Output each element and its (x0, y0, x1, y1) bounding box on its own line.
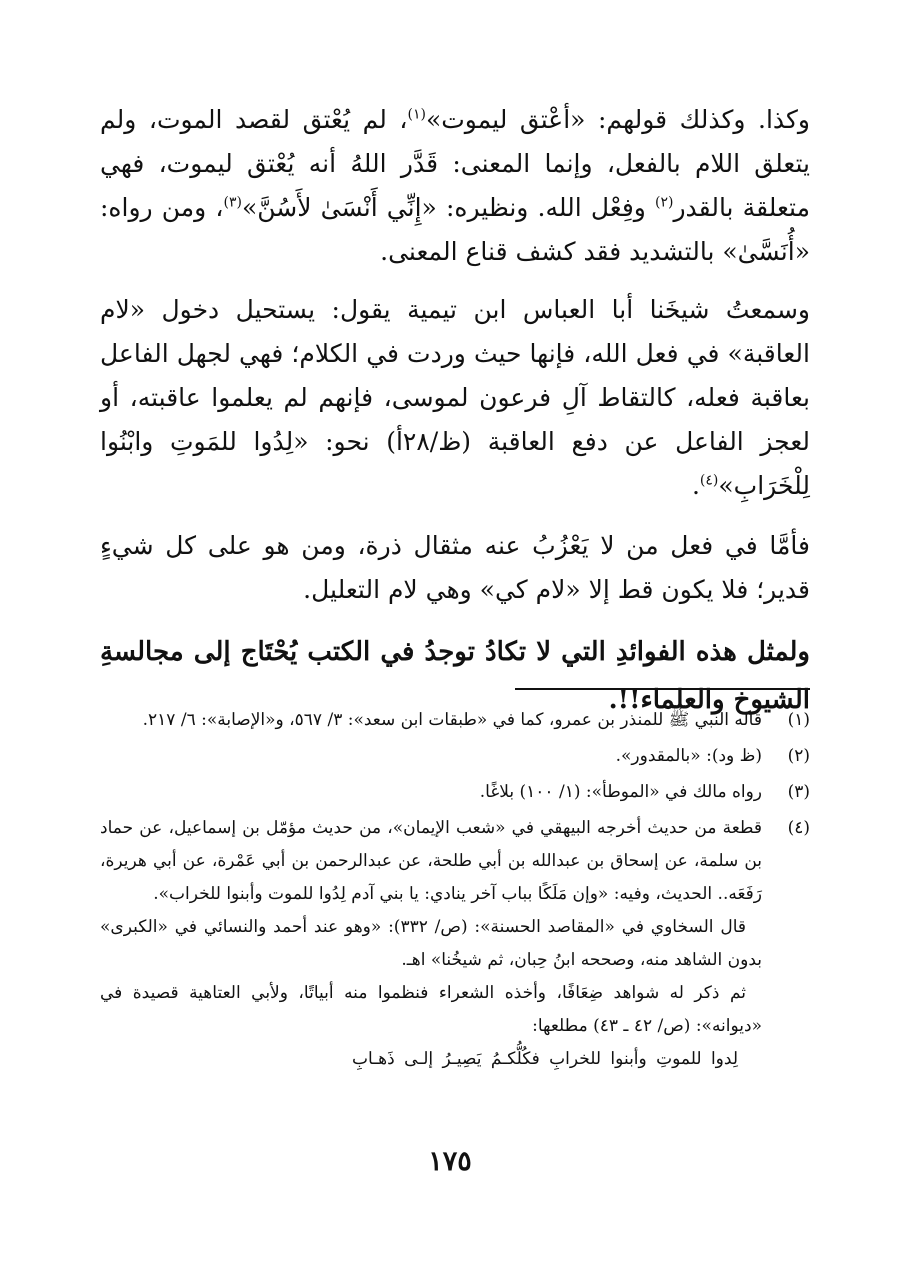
footnote-number: (٤) (787, 818, 810, 838)
footnote-text: قال السخاوي في «المقاصد الحسنة»: (ص/ ٣٣٢): «وهو عند أحمد والنسائي في «الكبرى» بدون الشاهد منه، وصححه ابنُ حِبان، ثم شيخُنا» اهـ. (100, 917, 762, 970)
paragraph-2 (100, 288, 810, 508)
footnote-text: (ظ ود): «بالمقدور». (615, 746, 762, 766)
footnote-1 (100, 704, 810, 737)
footnote-number: (٢) (787, 746, 810, 766)
footnotes (100, 704, 810, 1079)
paragraph-1 (100, 98, 810, 274)
footnote-body (100, 704, 762, 737)
footnote-ref-4[interactable]: (٤) (699, 472, 719, 489)
paragraph-3: فأمَّا في فعل من لا يَعْزُبُ عنه مثقال ذرة، ومن هو على كل شيءٍ قدير؛ فلا يكون قط إلا «لام كي» وهي لام التعليل. (100, 531, 810, 604)
footnote-ref-2[interactable]: (٢) (655, 194, 674, 211)
footnote-body (100, 740, 762, 773)
footnote-4 (100, 812, 810, 1076)
footnote-ref-1[interactable]: (١) (407, 106, 426, 123)
footnote-text: قاله النبي ﷺ للمنذر بن عمرو، كما في «طبقات ابن سعد»: ٣/ ٥٦٧، و«الإصابة»: ٦/ ٢١٧. (142, 710, 762, 730)
footnote-number: (٣) (787, 782, 810, 802)
footnote-text: قطعة من حديث أخرجه البيهقي في «شعب الإيمان»، من حديث مؤمّل بن إسماعيل، عن حماد بن سلمة، عن إسحاق بن عبدالله بن أبي طلحة، عن عبدالرحمن بن أبي عَمْرة، عن أبي هريرة، رَفَعَه.. الحديث، وفيه: «وإن مَلَكًا بباب آخر ينادي: يا بني آدم لِدُوا للموت وأبنوا للخراب». (100, 818, 762, 904)
paragraph-1-part-c: وفِعْل الله. ونظيره: «إِنِّي أَنْسَىٰ لأَسُنَّ» (241, 193, 656, 222)
footnote-divider (515, 688, 810, 690)
footnote-body (100, 812, 762, 1076)
main-text (100, 98, 810, 740)
footnote-text: رواه مالك في «الموطأ»: (١/ ١٠٠) بلاغًا. (479, 782, 762, 802)
paragraph-1-part-d: ، ومن رواه: «أُنَسَّىٰ» بالتشديد فقد كشف قناع المعنى. (100, 193, 810, 266)
page-number: ١٧٥ (428, 1146, 472, 1177)
footnote-number: (١) (787, 710, 810, 730)
footnote-body (100, 776, 762, 809)
paragraph-2-part-a: وسمعتُ شيخَنا أبا العباس ابن تيمية يقول: يستحيل دخول «لام العاقبة» في فعل الله، فإنها حيث وردت في الكلام؛ فهي لجهل الفاعل بعاقبة فعله، كالتقاط آلِ فرعون لموسى، فإنهم لم يعلموا عاقبته، أو لعجز الفاعل عن دفع العاقبة (ظ/٢٨أ) نحو: «لِدُوا للمَوتِ وابْنُوا لِلْخَرَابِ» (100, 295, 810, 500)
paragraph-1-part-b: ، لم يُعْتق لقصد الموت، ولم يتعلق اللام بالفعل، وإنما المعنى: قَدَّر اللهُ أنه يُعْتق ليموت، فهي متعلقة بالقدر (100, 105, 810, 222)
paragraph-1-part-a: وكذا. وكذلك قولهم: «أعْتق ليموت» (425, 105, 810, 134)
poem-verse: لِدوا للموتِ وأبنوا للخرابِ فكُلُّكـمُ يَصِيـرُ إلـى ذَهـابِ (351, 1049, 738, 1069)
footnote-2 (100, 740, 810, 773)
footnote-text: ثم ذكر له شواهد ضِعَافًا، وأخذه الشعراء فنظموا منه أبياتًا، ولأبي العتاهية قصيدة في «ديوانه»: (ص/ ٤٢ ـ ٤٣) مطلعها: (100, 983, 762, 1036)
footnote-3 (100, 776, 810, 809)
paragraph-4: ولمثل هذه الفوائدِ التي لا تكادُ توجدُ في الكتب يُحْتَاج إلى مجالسةِ الشيوخ والعلماء!!. (100, 637, 810, 715)
footnote-ref-3[interactable]: (٣) (223, 194, 242, 211)
paragraph-2-part-b: . (691, 471, 700, 500)
